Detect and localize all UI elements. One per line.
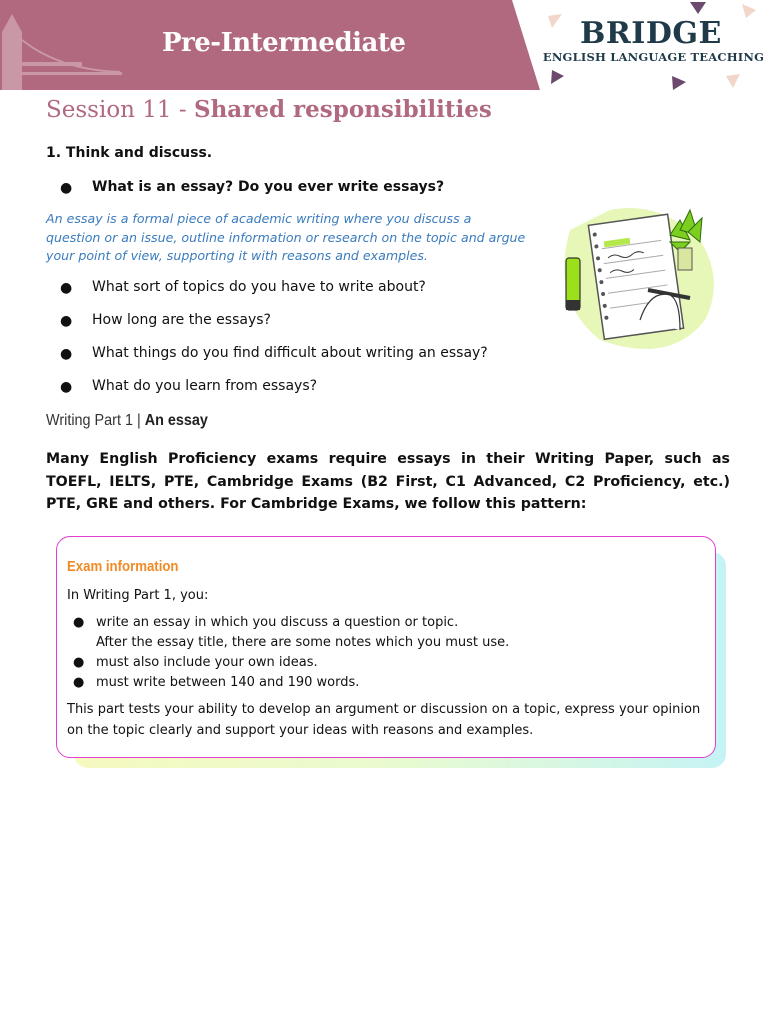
writing-part-heading xyxy=(46,412,208,430)
question-2: What sort of topics do you have to write about? xyxy=(92,279,426,295)
brand-logo-tagline: ENGLISH LANGUAGE TEACHING xyxy=(542,50,765,64)
section-heading: 1. Think and discuss. xyxy=(46,145,213,161)
session-name: Shared responsibilities xyxy=(193,96,492,123)
page-header xyxy=(0,0,768,90)
exam-info-heading: Exam information xyxy=(67,558,179,575)
question-4: What things do you find difficult about writing an essay? xyxy=(92,345,488,361)
exam-info-lead: In Writing Part 1, you: xyxy=(67,588,209,603)
exam-item-1-continuation: After the essay title, there are some notes which you must use. xyxy=(96,635,510,650)
bullet-icon: ● xyxy=(60,346,73,362)
exam-item-1: write an essay in which you discuss a question or topic. xyxy=(96,615,459,630)
bullet-icon: ● xyxy=(73,615,85,630)
session-title xyxy=(46,96,492,123)
exam-item-2: must also include your own ideas. xyxy=(96,655,318,670)
writing-part-label: Writing Part 1 | xyxy=(46,412,145,429)
brand-logo-name: BRIDGE xyxy=(580,16,722,51)
question-3: How long are the essays? xyxy=(92,312,271,328)
level-title: Pre-Intermediate xyxy=(162,28,406,58)
session-prefix: Session 11 - xyxy=(46,97,194,123)
notebook-writing-illustration xyxy=(530,180,730,360)
bullet-icon: ● xyxy=(60,379,73,395)
question-5: What do you learn from essays? xyxy=(92,378,318,394)
bullet-icon: ● xyxy=(60,180,73,196)
exam-info-closing: This part tests your ability to develop an argument or discussion on a topic, express your opinion on the topic clearly and support your ideas with reasons and examples. xyxy=(67,702,701,738)
bullet-icon: ● xyxy=(73,655,85,670)
bullet-icon: ● xyxy=(60,280,73,296)
exam-item-3: must write between 140 and 190 words. xyxy=(96,675,360,690)
intro-paragraph: Many English Proficiency exams require essays in their Writing Paper, such as TOEFL, IELTS, PTE, Cambridge Exams (B2 First, C1 Advanced, C2 Proficiency, etc.) PTE, GRE and others. For Cambridge Exams, we follow this pattern: xyxy=(46,451,730,512)
question-1: What is an essay? Do you ever write essays? xyxy=(92,179,445,195)
bullet-icon: ● xyxy=(60,313,73,329)
writing-part-title: An essay xyxy=(144,412,208,429)
answer-text: An essay is a formal piece of academic writing where you discuss a question or an issue, outline information or research on the topic and argue your point of view, supporting it with reasons and examples. xyxy=(46,211,526,263)
bullet-icon: ● xyxy=(73,675,85,690)
